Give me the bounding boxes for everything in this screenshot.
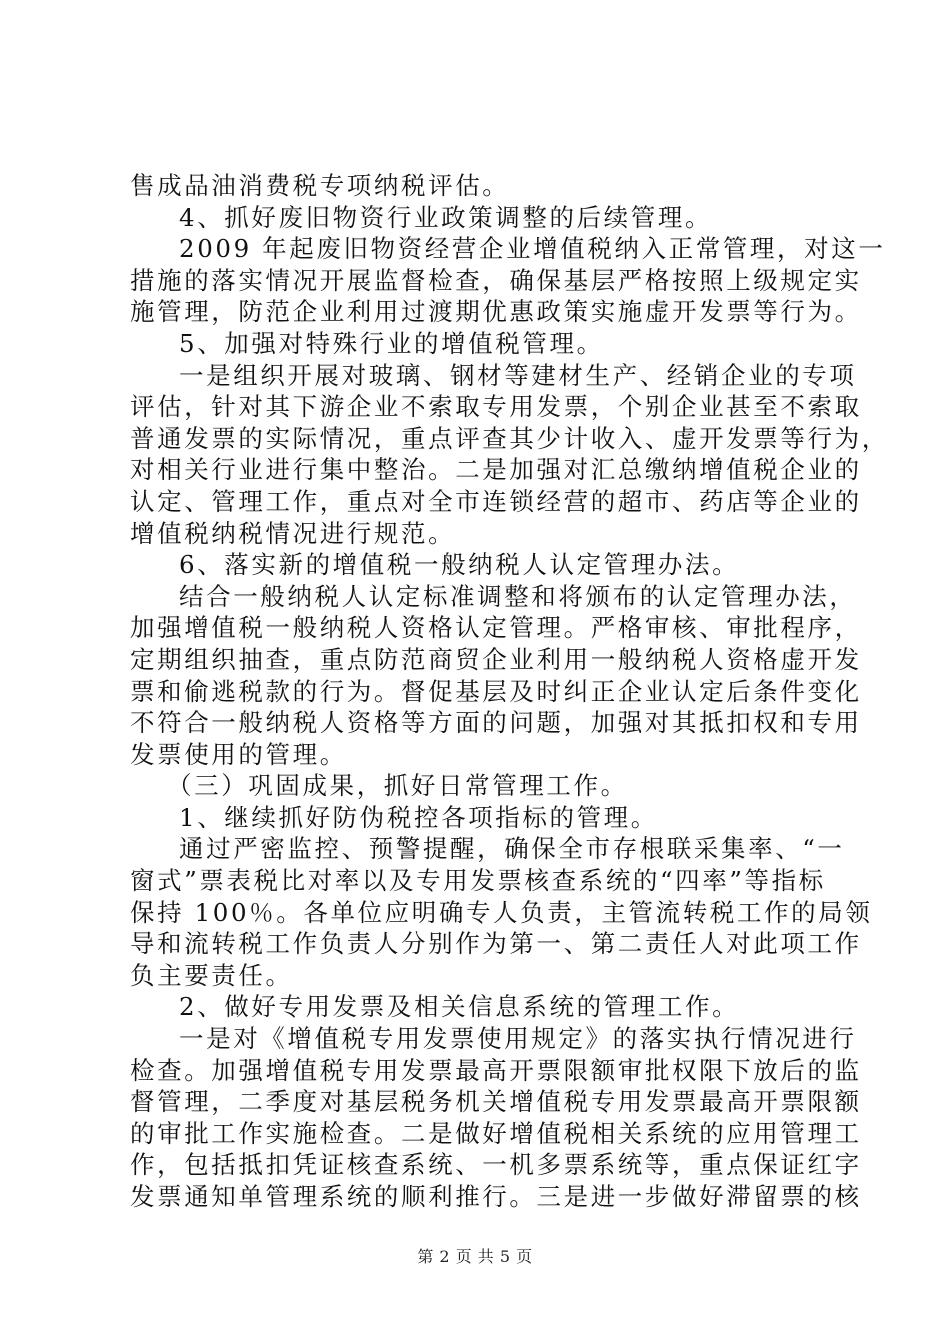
page-number-label: 第 2 页 共 5 页	[417, 1247, 533, 1266]
text-line: 措施的落实情况开展监督检查，确保基层严格按照上级规定实	[130, 265, 862, 295]
text-line: 通过严密监控、预警提醒，确保全市存根联采集率、“一	[179, 834, 845, 864]
text-line: 不符合一般纳税人资格等方面的问题，加强对其抵扣权和专用	[130, 708, 862, 738]
heading-item-2: 2、做好专用发票及相关信息系统的管理工作。	[179, 992, 740, 1022]
text-line: 加强增值税一般纳税人资格认定管理。严格审核、审批程序，	[130, 613, 862, 643]
text-line: 认定、管理工作，重点对全市连锁经营的超市、药店等企业的	[130, 486, 862, 516]
text-line: 负主要责任。	[130, 960, 293, 990]
text-line: 对相关行业进行集中整治。二是加强对汇总缴纳增值税企业的	[130, 455, 862, 485]
text-line: 窗式”票表税比对率以及专用发票核查系统的“四率”等指标	[130, 866, 826, 896]
document-body	[130, 170, 889, 1213]
text-line: 定期组织抽查，重点防范商贸企业利用一般纳税人资格虚开发	[130, 644, 862, 674]
text-line: 售成品油消费税专项纳税评估。	[130, 171, 510, 200]
page-footer	[0, 1244, 950, 1267]
text-line: 保持 100％。各单位应明确专人负责，主管流转税工作的局领	[130, 897, 873, 927]
text-line: 的审批工作实施检查。二是做好增值税相关系统的应用管理工	[130, 1118, 862, 1148]
text-line: 作，包括抵扣凭证核查系统、一机多票系统等，重点保证红字	[130, 1150, 862, 1180]
text-line: 一是对《增值税专用发票使用规定》的落实执行情况进行	[179, 1024, 857, 1054]
heading-item-6: 6、落实新的增值税一般纳税人认定管理办法。	[179, 550, 740, 580]
heading-item-5: 5、加强对特殊行业的增值税管理。	[179, 328, 604, 358]
text-line: 发票通知单管理系统的顺利推行。三是进一步做好滞留票的核	[130, 1182, 862, 1211]
text-line: 票和偷逃税款的行为。督促基层及时纠正企业认定后条件变化	[130, 676, 862, 706]
text-line: 增值税纳税情况进行规范。	[130, 518, 456, 548]
text-line: 发票使用的管理。	[130, 739, 347, 769]
text-line: 施管理，防范企业利用过渡期优惠政策实施虚开发票等行为。	[130, 297, 862, 327]
text-line: 评估，针对其下游企业不索取专用发票，个别企业甚至不索取	[130, 392, 862, 422]
section-heading-3: （三）巩固成果，抓好日常管理工作。	[167, 771, 628, 801]
text-line: 2009 年起废旧物资经营企业增值税纳入正常管理，对这一	[179, 234, 886, 264]
heading-item-1: 1、继续抓好防伪税控各项指标的管理。	[179, 802, 658, 832]
text-line: 结合一般纳税人认定标准调整和将颁布的认定管理办法，	[179, 581, 857, 611]
text-line: 检查。加强增值税专用发票最高开票限额审批权限下放后的监	[130, 1055, 862, 1085]
heading-item-4: 4、抓好废旧物资行业政策调整的后续管理。	[179, 202, 713, 232]
text-line: 一是组织开展对玻璃、钢材等建材生产、经销企业的专项	[179, 360, 857, 390]
text-line: 导和流转税工作负责人分别作为第一、第二责任人对此项工作	[130, 929, 862, 959]
text-line: 督管理，二季度对基层税务机关增值税专用发票最高开票限额	[130, 1087, 862, 1117]
text-line: 普通发票的实际情况，重点评查其少计收入、虚开发票等行为，	[130, 423, 889, 453]
